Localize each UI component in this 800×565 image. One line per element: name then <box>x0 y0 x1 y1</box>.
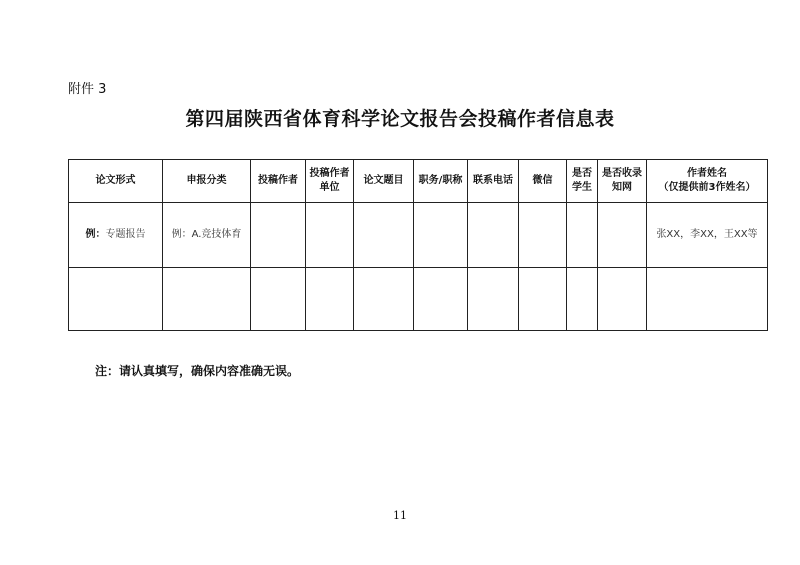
cell-cnki[interactable] <box>598 203 647 268</box>
table-header-row <box>69 160 768 203</box>
page-number: 11 <box>393 509 407 522</box>
cell-paper-form[interactable] <box>69 268 163 331</box>
cell-paper-title[interactable] <box>354 268 414 331</box>
header-author-unit: 投稿作者 单位 <box>306 160 354 203</box>
header-category: 申报分类 <box>163 160 251 203</box>
cell-author-names[interactable] <box>647 268 768 331</box>
note-text: 注：请认真填写，确保内容准确无误。 <box>95 364 300 378</box>
page-title: 第四届陕西省体育科学论文报告会投稿作者信息表 <box>185 108 615 130</box>
cell-category[interactable]: 例：A.竞技体育 <box>163 203 251 268</box>
cell-paper-title[interactable] <box>354 203 414 268</box>
cell-position[interactable] <box>414 268 468 331</box>
cell-is-student[interactable] <box>567 268 598 331</box>
cell-cnki[interactable] <box>598 268 647 331</box>
cell-author[interactable] <box>251 203 306 268</box>
cell-position[interactable] <box>414 203 468 268</box>
header-paper-title: 论文题目 <box>354 160 414 203</box>
cell-author-unit[interactable] <box>306 203 354 268</box>
example-prefix: 例： <box>85 229 106 240</box>
author-info-table <box>68 159 768 331</box>
cell-author-names[interactable]: 张XX，李XX，王XX等 <box>647 203 768 268</box>
header-author: 投稿作者 <box>251 160 306 203</box>
cell-author[interactable] <box>251 268 306 331</box>
attachment-label: 附件 3 <box>68 82 107 97</box>
header-is-student: 是否 学生 <box>567 160 598 203</box>
cell-author-unit[interactable] <box>306 268 354 331</box>
cell-phone[interactable] <box>468 203 519 268</box>
table-row <box>69 268 768 331</box>
header-wechat: 微信 <box>519 160 567 203</box>
header-paper-form: 论文形式 <box>69 160 163 203</box>
cell-phone[interactable] <box>468 268 519 331</box>
table-row <box>69 203 768 268</box>
example-form-value: 专题报告 <box>105 229 146 240</box>
header-cnki: 是否收录 知网 <box>598 160 647 203</box>
header-position: 职务/职称 <box>414 160 468 203</box>
cell-category[interactable] <box>163 268 251 331</box>
cell-wechat[interactable] <box>519 268 567 331</box>
header-phone: 联系电话 <box>468 160 519 203</box>
cell-is-student[interactable] <box>567 203 598 268</box>
cell-paper-form[interactable] <box>69 203 163 268</box>
header-author-names: 作者姓名 （仅提供前3作姓名） <box>647 160 768 203</box>
cell-wechat[interactable] <box>519 203 567 268</box>
